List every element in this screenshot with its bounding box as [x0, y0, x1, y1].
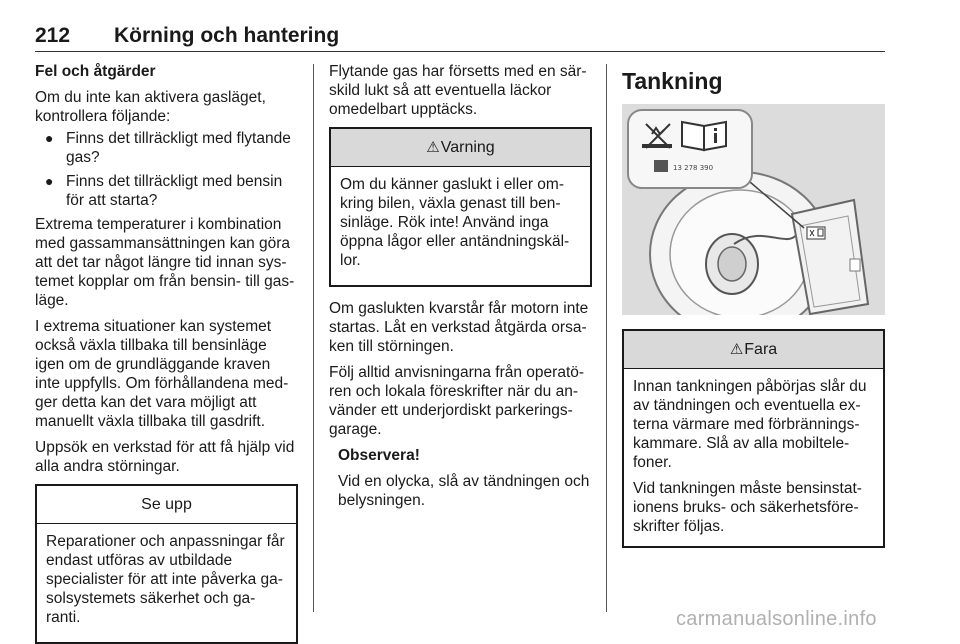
paragraph: Följ alltid anvisningarna från operatö- ren och lokala föreskrifter när du an- vänder ett underjordiskt parkerings- garage.	[329, 364, 585, 438]
paragraph: Om gaslukten kvarstår får motorn inte startas. Låt en verkstad åtgärda orsa- ken till störningen.	[329, 300, 589, 355]
danger-box-header	[624, 331, 883, 369]
fuel-filler-illustration	[622, 104, 885, 315]
column-divider	[606, 64, 607, 612]
watermark-text: carmanualsonline.info	[676, 608, 877, 630]
danger-box-text: Innan tankningen påbörjas slår du av tändningen och eventuella ex- terna värmare med förbrännings- kammare. Slå av alla mobiltele- foner.	[633, 378, 867, 471]
caution-box	[35, 484, 298, 644]
warning-box-header	[331, 129, 590, 167]
bullet-icon: ●	[45, 173, 54, 189]
warning-box-title: Varning	[440, 139, 495, 156]
page-header	[35, 24, 885, 54]
column-2	[329, 62, 592, 517]
note-block	[329, 446, 592, 510]
label-number: 13 278 390	[673, 164, 714, 172]
column-divider	[313, 64, 314, 612]
section-heading: Tankning	[622, 68, 723, 94]
page-number: 212	[35, 24, 71, 47]
column-1	[35, 62, 298, 644]
column-3	[622, 62, 885, 548]
danger-box-title: Fara	[744, 341, 778, 358]
section-subheading: Fel och åtgärder	[35, 63, 156, 80]
danger-box	[622, 329, 885, 548]
note-title: Observera!	[338, 447, 420, 464]
warning-triangle-icon: ⚠	[426, 139, 440, 156]
bullet-icon: ●	[45, 130, 54, 146]
paragraph: Extrema temperaturer i kombination med gassammansättningen kan göra att det tar något längre tid innan sys- temet kopplar om från bensin- till gas- läge.	[35, 216, 295, 309]
warning-triangle-icon: ⚠	[729, 341, 744, 358]
note-text: Vid en olycka, slå av tändningen och belysningen.	[338, 473, 590, 509]
warning-box-text: Om du känner gaslukt i eller om- kring bilen, växla genast till ben- sinläge. Rök inte! Använd inga öppna lågor eller antändningskäl- lor.	[340, 176, 570, 269]
warning-box	[329, 127, 592, 287]
caution-box-title: Se upp	[37, 486, 296, 524]
paragraph: I extrema situationer kan systemet också växla tillbaka till bensinläge igen om de grundläggande kraven inte uppfylls. Om förhållandena med- ger detta kan det vara möjligt att manuellt växla tillbaka till gasdrift.	[35, 318, 289, 430]
paragraph: Flytande gas har försetts med en sär- skild lukt så att eventuella läckor omedelbart upptäcks.	[329, 63, 587, 118]
list-item: ● Finns det tillräckligt med bensin för att starta?	[45, 173, 283, 209]
caution-box-text: Reparationer och anpassningar får endast utföras av utbildade specialister för att inte påverka ga- solsystemets säkerhet och ga- ranti.	[46, 533, 285, 626]
fuel-filler-drawing	[622, 104, 885, 315]
check-list	[35, 129, 298, 210]
danger-box-text: Vid tankningen måste bensinstat- ionens bruks- och säkerhetsföre- skrifter följas.	[633, 480, 862, 535]
intro-text: Om du inte kan aktivera gasläget, kontrollera följande:	[35, 89, 266, 125]
list-item: ● Finns det tillräckligt med flytande gas?	[45, 130, 291, 166]
chapter-title: Körning och hantering	[114, 24, 340, 47]
header-rule	[35, 51, 885, 52]
paragraph: Uppsök en verkstad för att få hjälp vid alla andra störningar.	[35, 439, 295, 475]
